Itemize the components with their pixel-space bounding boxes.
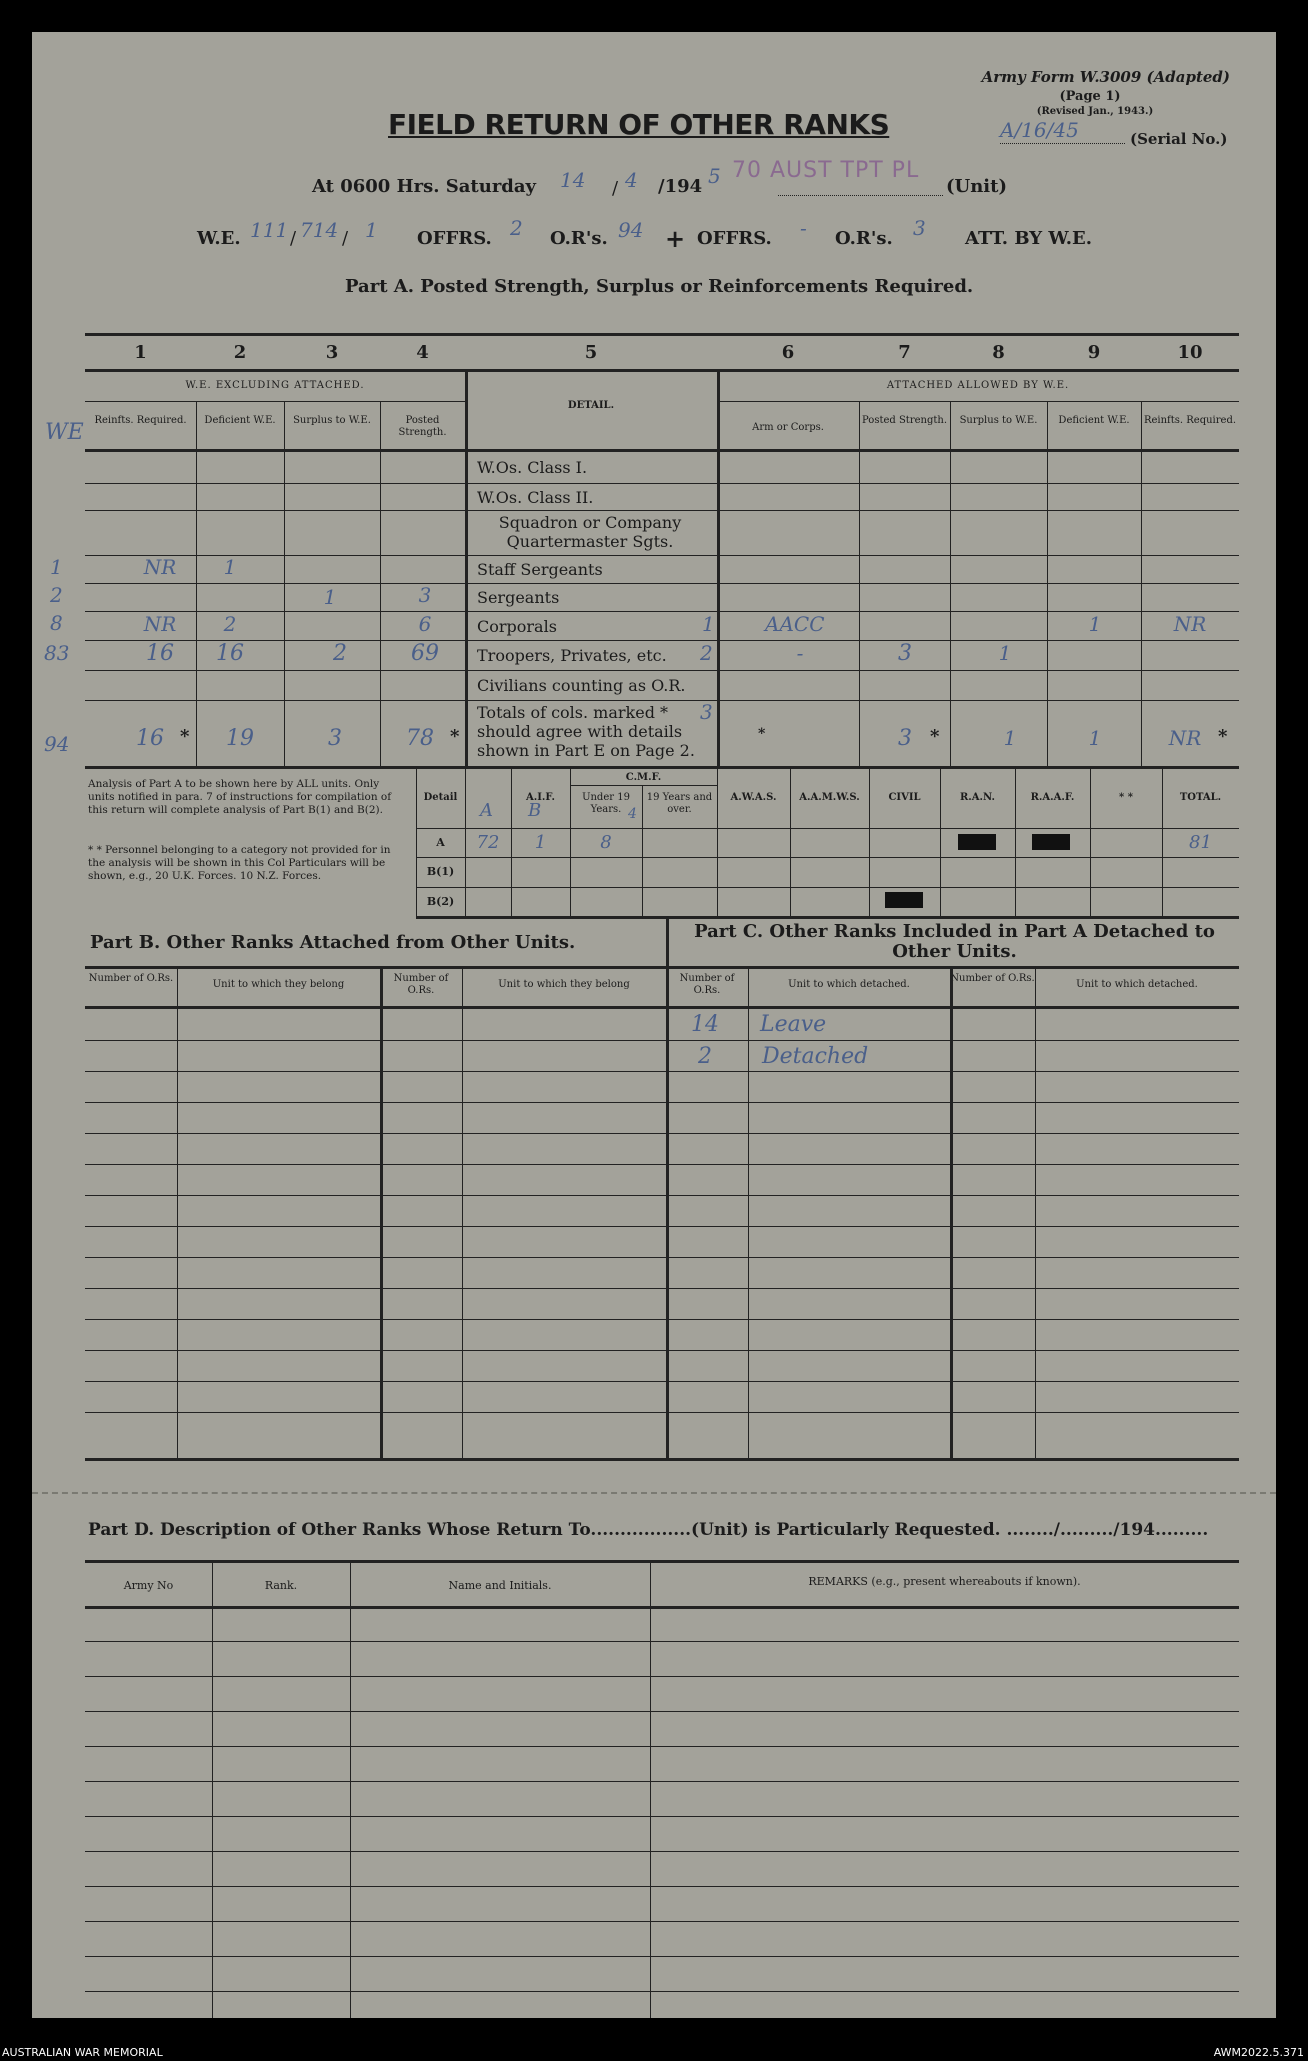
row-label: W.Os. Class II.	[477, 488, 594, 507]
offrs-label: OFFRS.	[417, 228, 492, 249]
ors-att-value: 3	[913, 216, 926, 240]
analysis-value: 8	[600, 832, 612, 853]
analysis-head-raaf: R.A.A.F.	[1030, 792, 1075, 803]
part-d-head: Rank.	[264, 1579, 298, 1592]
total-value: 19	[226, 726, 254, 751]
army-form-number: Army Form W.3009 (Adapted)	[981, 68, 1230, 86]
row-label: Sergeants	[477, 588, 560, 607]
analysis-head-aamws: A.A.M.W.S.	[799, 792, 860, 803]
part-d-head: REMARKS (e.g., present whereabouts if known).	[808, 1575, 1081, 1588]
serial-number-hand: A/16/45	[1000, 118, 1079, 142]
analysis-head-civil: CIVIL	[888, 792, 921, 803]
cell-value: AACC	[765, 612, 825, 636]
part-c-number: 14	[691, 1012, 719, 1037]
star-marker: *	[450, 726, 460, 747]
cell-value: 1	[998, 641, 1012, 665]
col-number: 9	[1087, 342, 1101, 363]
page-title: FIELD RETURN OF OTHER RANKS	[388, 108, 890, 141]
cell-value: 2	[700, 641, 713, 665]
row-label: W.Os. Class I.	[477, 458, 588, 477]
part-c-number: 2	[698, 1044, 712, 1069]
col-number: 4	[416, 342, 429, 363]
unit-label: (Unit)	[946, 176, 1007, 197]
we-label: W.E.	[197, 228, 241, 249]
margin-number: 83	[44, 641, 70, 665]
col-head: Deficient W.E.	[204, 415, 276, 426]
year-prefix: /194	[658, 176, 703, 197]
analysis-value: 72	[476, 832, 500, 853]
star-marker: *	[1218, 726, 1228, 747]
analysis-head-cmf: C.M.F.	[625, 772, 662, 783]
analysis-head-over19: 19 Years and over.	[646, 792, 713, 815]
total-value: 16	[136, 726, 164, 751]
analysis-head-other: * *	[1119, 792, 1133, 803]
we-part-3: 1	[365, 218, 378, 242]
unit-stamp: 70 AUST TPT PL	[732, 158, 920, 183]
analysis-value: 1	[534, 832, 547, 853]
col-head: Arm or Corps.	[752, 422, 824, 433]
row-label: Staff Sergeants	[477, 560, 603, 579]
cell-value: 3	[418, 583, 432, 607]
part-d-head: Army No	[123, 1579, 174, 1592]
offrs-att-label: OFFRS.	[697, 228, 772, 249]
analysis-value: 81	[1189, 832, 1212, 853]
analysis-note: Analysis of Part A to be shown here by ALL units. Only units notified in para. 7 of instructions for compilation of this return will complete analysis of Part B(1) and B(2).	[88, 778, 392, 816]
part-b-title: Part B. Other Ranks Attached from Other Units.	[90, 932, 576, 953]
col-number: 3	[325, 342, 339, 363]
group-left-header: W.E. EXCLUDING ATTACHED.	[185, 380, 365, 391]
att-by-we-label: ATT. BY W.E.	[965, 228, 1093, 249]
offrs-att-value: -	[800, 216, 807, 240]
margin-number: 94	[44, 732, 70, 756]
bc-head: Unit to which they belong	[212, 979, 345, 990]
col-head: Posted Strength.	[861, 415, 948, 426]
total-value: 1	[1003, 726, 1017, 750]
analysis-head-awas: A.W.A.S.	[730, 792, 777, 803]
part-c-unit: Detached	[762, 1044, 869, 1069]
margin-number: 2	[50, 583, 63, 607]
margin-number: 8	[50, 611, 63, 635]
bc-head: Number of O.Rs.	[393, 973, 449, 996]
part-c-title: Part C. Other Ranks Included in Part A Detached to Other Units.	[694, 921, 1215, 962]
cell-value: 2	[333, 641, 347, 666]
ors-label: O.R's.	[550, 228, 608, 249]
col-number: 8	[992, 342, 1005, 363]
col-head: Surplus to W.E.	[293, 415, 371, 426]
col-number: 10	[1177, 342, 1203, 363]
serial-label: (Serial No.)	[1130, 130, 1228, 148]
col-number: 6	[781, 342, 795, 363]
group-right-header: ATTACHED ALLOWED BY W.E.	[886, 380, 1070, 391]
cell-value: 3	[898, 641, 912, 666]
col-head: Posted Strength.	[398, 415, 447, 438]
footer-credit: AUSTRALIAN WAR MEMORIAL	[2, 2046, 163, 2059]
analysis-head-under19: Under 19 Years.	[582, 792, 630, 815]
form-sheet	[32, 32, 1276, 2018]
cell-value: 6	[418, 612, 432, 636]
blocked-cell	[885, 892, 923, 908]
analysis-hand-b: B	[528, 800, 542, 821]
col-number: 1	[134, 342, 147, 363]
row-label: Corporals	[477, 617, 557, 636]
cell-value: NR	[143, 612, 177, 636]
analysis-row-label: B(2)	[426, 895, 455, 908]
analysis-footnote: * * Personnel belonging to a category not provided for in the analysis will be shown in this Col Particulars will be shown, e.g., 20 U.K. Forces. 10 N.Z. Forces.	[88, 844, 391, 882]
total-value: 78	[406, 726, 434, 751]
footer-id: AWM2022.5.371	[1213, 2046, 1304, 2059]
analysis-hand-4: 4	[628, 806, 637, 822]
cell-value: -	[796, 641, 804, 665]
bc-head: Number of O.Rs.	[950, 973, 1035, 984]
bc-head: Unit to which detached.	[1076, 979, 1198, 990]
offrs-value: 2	[510, 216, 523, 240]
totals-label: Totals of cols. marked * should agree with details shown in Part E on Page 2.	[477, 703, 695, 760]
total-value: 3	[898, 726, 912, 751]
cell-value: 16	[146, 641, 174, 666]
star-marker: *	[930, 726, 940, 747]
cell-value: 1	[223, 555, 237, 579]
col-number: 5	[584, 342, 598, 363]
bc-head: Number of O.Rs.	[88, 973, 174, 984]
form-revised: (Revised Jan., 1943.)	[1036, 106, 1154, 117]
blocked-cell	[1032, 834, 1070, 850]
part-a-title: Part A. Posted Strength, Surplus or Reinforcements Required.	[345, 276, 974, 297]
form-page: (Page 1)	[1059, 89, 1121, 104]
year-digit: 5	[708, 164, 721, 188]
date-month: 4	[625, 168, 638, 192]
part-c-unit: Leave	[760, 1012, 827, 1037]
we-part-1: 111	[250, 218, 289, 242]
col-head: Surplus to W.E.	[959, 415, 1038, 426]
total-value: NR	[1168, 726, 1202, 750]
analysis-hand-a: A	[480, 800, 493, 821]
blocked-cell	[958, 834, 996, 850]
cell-value: 16	[216, 641, 244, 666]
total-value: 3	[700, 700, 713, 724]
analysis-head-detail: Detail	[423, 792, 458, 803]
cell-value: NR	[143, 555, 177, 579]
perforation	[32, 1492, 1276, 1494]
col-head: Reinfts. Required.	[94, 415, 187, 426]
analysis-row-label: A	[436, 836, 445, 849]
detail-header: DETAIL.	[567, 400, 615, 411]
serial-dotline	[1000, 143, 1125, 144]
cell-value: 2	[223, 612, 237, 636]
margin-we: WE	[45, 420, 84, 445]
we-part-2: 714	[300, 218, 339, 242]
cell-value: NR	[1173, 612, 1207, 636]
analysis-row-label: B(1)	[426, 865, 455, 878]
col-number: 7	[898, 342, 911, 363]
cell-value: 1	[702, 612, 715, 636]
cell-value: 1	[1088, 612, 1102, 636]
total-value: 3	[328, 726, 342, 751]
analysis-head-aif: A.I.F.	[526, 792, 555, 803]
star-marker: *	[180, 726, 190, 747]
col-number: 2	[233, 342, 247, 363]
row-label: Civilians counting as O.R.	[477, 676, 686, 695]
bc-head: Number of O.Rs.	[679, 973, 735, 996]
bc-head: Unit to which they belong	[498, 979, 630, 990]
col-head: Reinfts. Required.	[1143, 415, 1237, 426]
margin-number: 1	[50, 555, 63, 579]
plus-sign: +	[665, 224, 686, 253]
part-d-head: Name and Initials.	[448, 1579, 552, 1592]
bc-head: Unit to which detached.	[788, 979, 910, 990]
ors-att-label: O.R's.	[835, 228, 893, 249]
col-head: Deficient W.E.	[1058, 415, 1130, 426]
cell-value: 69	[411, 641, 439, 666]
analysis-head-ran: R.A.N.	[959, 792, 995, 803]
part-d-title: Part D. Description of Other Ranks Whose Return To.................(Unit) is Particularly Requested. ......../........./194.........	[88, 1520, 1209, 1540]
star-marker: *	[758, 726, 766, 742]
ors-value: 94	[618, 218, 644, 242]
cell-value: 1	[323, 585, 337, 609]
row-label: Squadron or Company Quartermaster Sgts.	[498, 513, 682, 551]
time-label: At 0600 Hrs. Saturday	[312, 176, 537, 197]
date-day: 14	[560, 168, 586, 192]
row-label: Troopers, Privates, etc.	[477, 646, 667, 665]
analysis-head-total: TOTAL.	[1179, 792, 1222, 803]
total-value: 1	[1088, 726, 1102, 750]
